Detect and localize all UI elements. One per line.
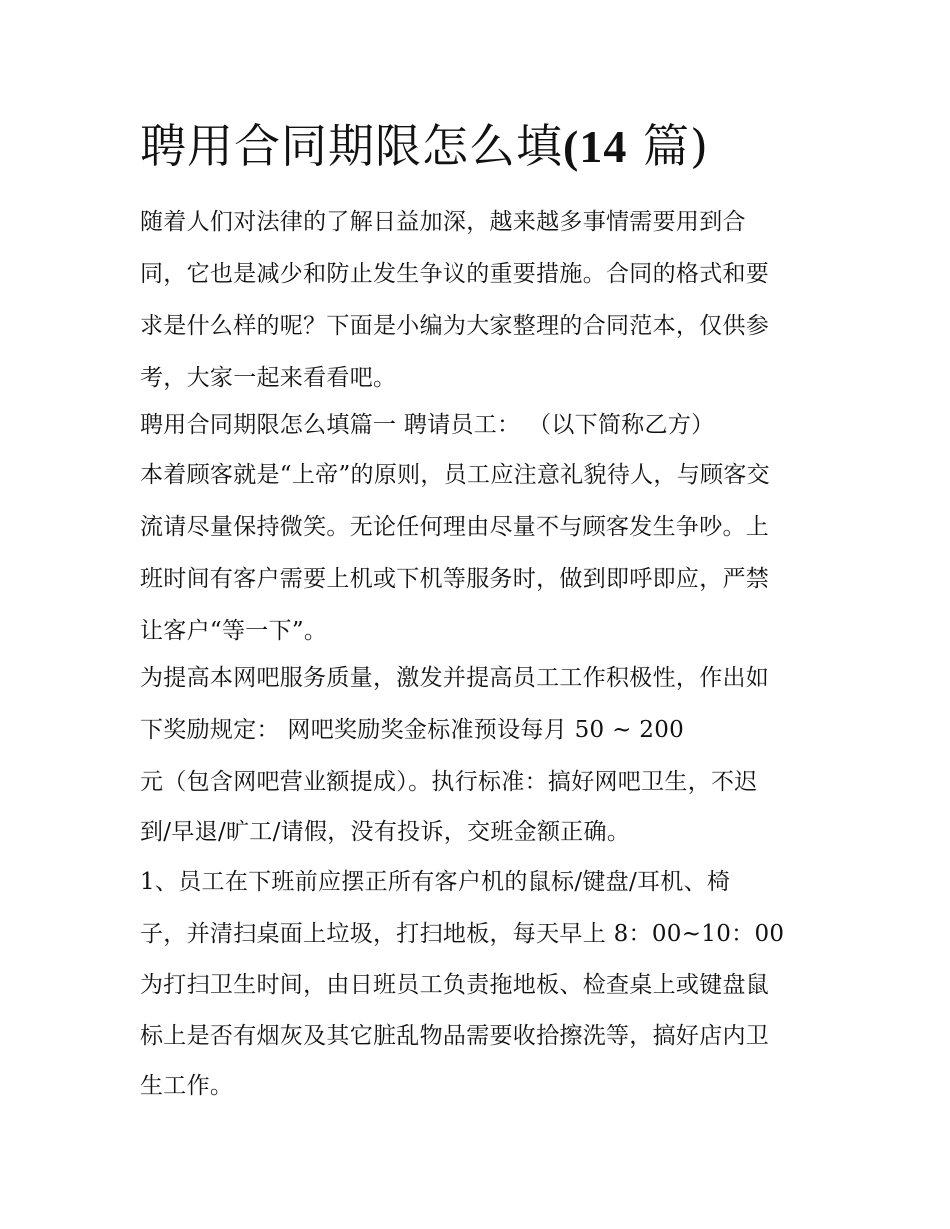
list-item-line: 1、员工在下班前应摆正所有客户机的鼠标/键盘/耳机、椅 — [140, 869, 731, 895]
body-line: 下奖励规定： 网吧奖励奖金标准预设每月 50 ~ 200 — [140, 717, 685, 743]
body-line: 班时间有客户需要上机或下机等服务时，做到即呼即应，严禁 — [140, 566, 770, 592]
body-line: 元（包含网吧营业额提成）。执行标准：搞好网吧卫生，不迟 — [140, 769, 758, 795]
body-line: 为打扫卫生时间，由日班员工负责拖地板、检查桌上或键盘鼠 — [140, 972, 770, 998]
body-line: 子，并清扫桌面上垃圾，打扫地板，每天早上 8：00~10：00 — [140, 921, 785, 947]
title-text: 聘用合同期限怎么填 — [140, 119, 563, 173]
body-line: 同，它也是减少和防止发生争议的重要措施。合同的格式和要 — [140, 261, 770, 287]
body-line: 到/早退/旷工/请假，没有投诉，交班金额正确。 — [140, 819, 631, 845]
section-heading-line: 聘用合同期限怎么填篇一 聘请员工： （以下简称乙方） — [140, 412, 715, 438]
body-line: 考，大家一起来看看吧。 — [140, 365, 397, 391]
body-line: 让客户“等一下”。 — [140, 618, 328, 644]
body-line: 流请尽量保持微笑。无论任何理由尽量不与顾客发生争吵。上 — [140, 514, 770, 540]
title-count: 14 — [579, 121, 628, 172]
body-line: 标上是否有烟灰及其它脏乱物品需要收拾擦洗等，搞好店内卫 — [140, 1023, 770, 1049]
body-line: 本着顾客就是“上帝”的原则，员工应注意礼貌待人，与顾客交 — [140, 462, 770, 488]
body-line: 随着人们对法律的了解日益加深，越来越多事情需要用到合 — [140, 209, 746, 235]
body-line: 求是什么样的呢？下面是小编为大家整理的合同范本，仅供参 — [140, 313, 770, 339]
title-open-paren: ( — [563, 121, 580, 172]
body-line: 生工作。 — [140, 1073, 234, 1099]
title-suffix: 篇) — [627, 119, 709, 173]
document-title — [140, 118, 709, 175]
body-line: 为提高本网吧服务质量，激发并提高员工工作积极性，作出如 — [140, 665, 770, 691]
